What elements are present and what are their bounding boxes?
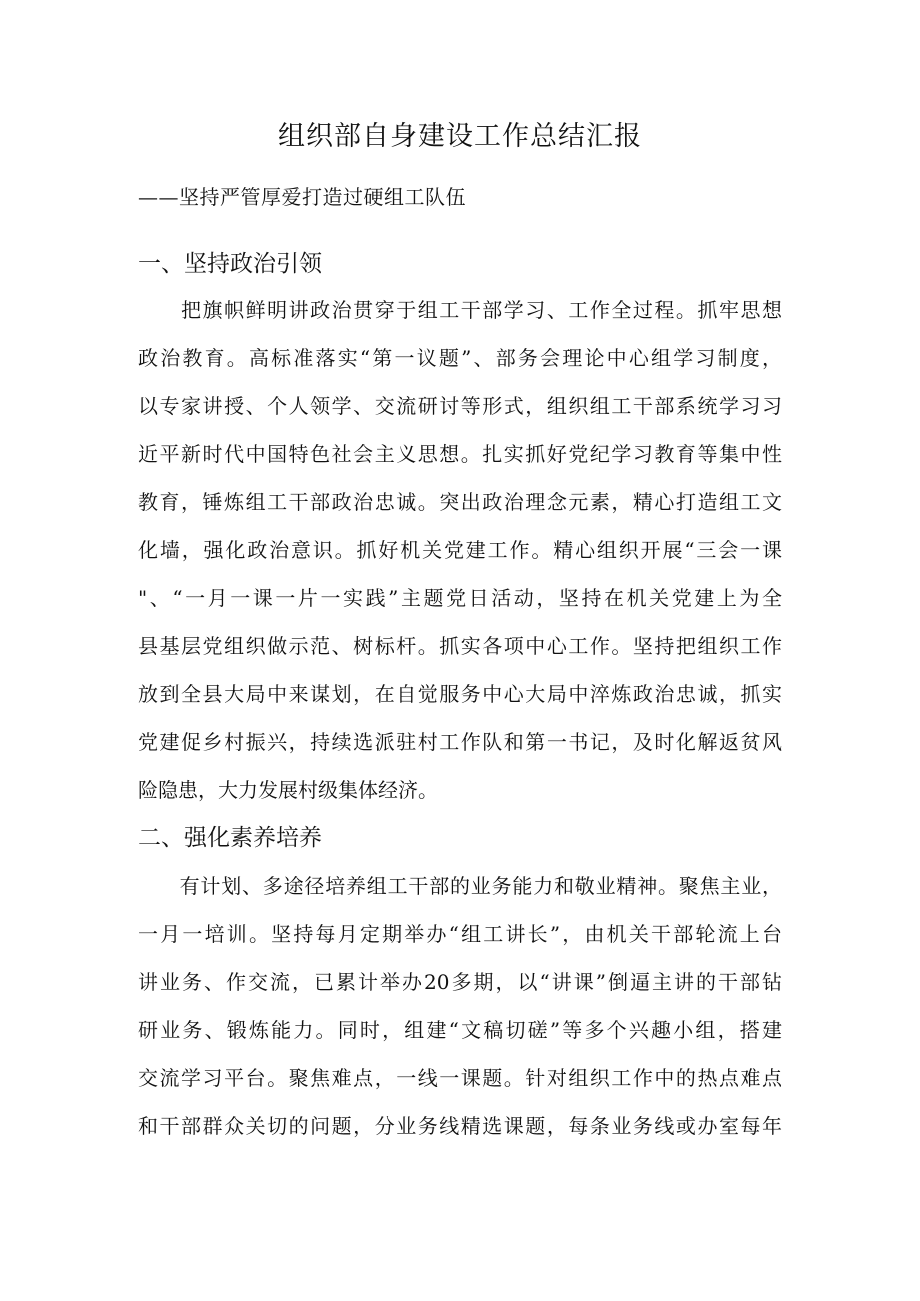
section-paragraph-quality-training — [138, 862, 782, 1150]
paragraph-line: 险隐患，大力发展村级集体经济。 — [138, 778, 438, 802]
paragraph-line: 放到全县大局中来谋划，在自觉服务中心大局中淬炼政治忠诚，抓实 — [138, 682, 782, 706]
paragraph-line: 化墙，强化政治意识。抓好机关党建工作。精心组织开展“三会一课 — [138, 538, 782, 562]
section-heading-quality-training: 二、强化素养培养 — [138, 825, 322, 851]
paragraph-line: 和干部群众关切的问题，分业务线精选课题，每条业务线或办室每年 — [138, 1114, 782, 1138]
paragraph-line: 有计划、多途径培养组工干部的业务能力和敬业精神。聚焦主业， — [138, 874, 782, 898]
section-heading-political-leadership: 一、坚持政治引领 — [138, 251, 322, 277]
paragraph-line: 近平新时代中国特色社会主义思想。扎实抓好党纪学习教育等集中性 — [138, 442, 782, 466]
paragraph-line: 党建促乡村振兴，持续选派驻村工作队和第一书记，及时化解返贫风 — [138, 730, 782, 754]
paragraph-line: 政治教育。高标准落实“第一议题”、部务会理论中心组学习制度， — [138, 346, 782, 370]
paragraph-line: 教育，锤炼组工干部政治忠诚。突出政治理念元素，精心打造组工文 — [138, 490, 782, 514]
paragraph-line: 讲业务、作交流，已累计举办20多期，以“讲课”倒逼主讲的干部钻 — [138, 970, 782, 994]
paragraph-line: 交流学习平台。聚焦难点，一线一课题。针对组织工作中的热点难点 — [138, 1066, 782, 1090]
paragraph-line: "、“一月一课一片一实践”主题党日活动，坚持在机关党建上为全 — [138, 586, 782, 610]
paragraph-line: 县基层党组织做示范、树标杆。抓实各项中心工作。坚持把组织工作 — [138, 634, 782, 658]
paragraph-line: 一月一培训。坚持每月定期举办“组工讲长”，由机关干部轮流上台 — [138, 922, 782, 946]
document-subtitle: ——坚持严管厚爱打造过硬组工队伍 — [138, 185, 466, 209]
paragraph-line: 把旗帜鲜明讲政治贯穿于组工干部学习、工作全过程。抓牢思想 — [138, 298, 782, 322]
document-title: 组织部自身建设工作总结汇报 — [278, 121, 642, 152]
paragraph-line: 研业务、锻炼能力。同时，组建“文稿切磋”等多个兴趣小组，搭建 — [138, 1018, 782, 1042]
section-paragraph-political-leadership — [138, 286, 782, 814]
paragraph-line: 以专家讲授、个人领学、交流研讨等形式，组织组工干部系统学习习 — [138, 394, 782, 418]
